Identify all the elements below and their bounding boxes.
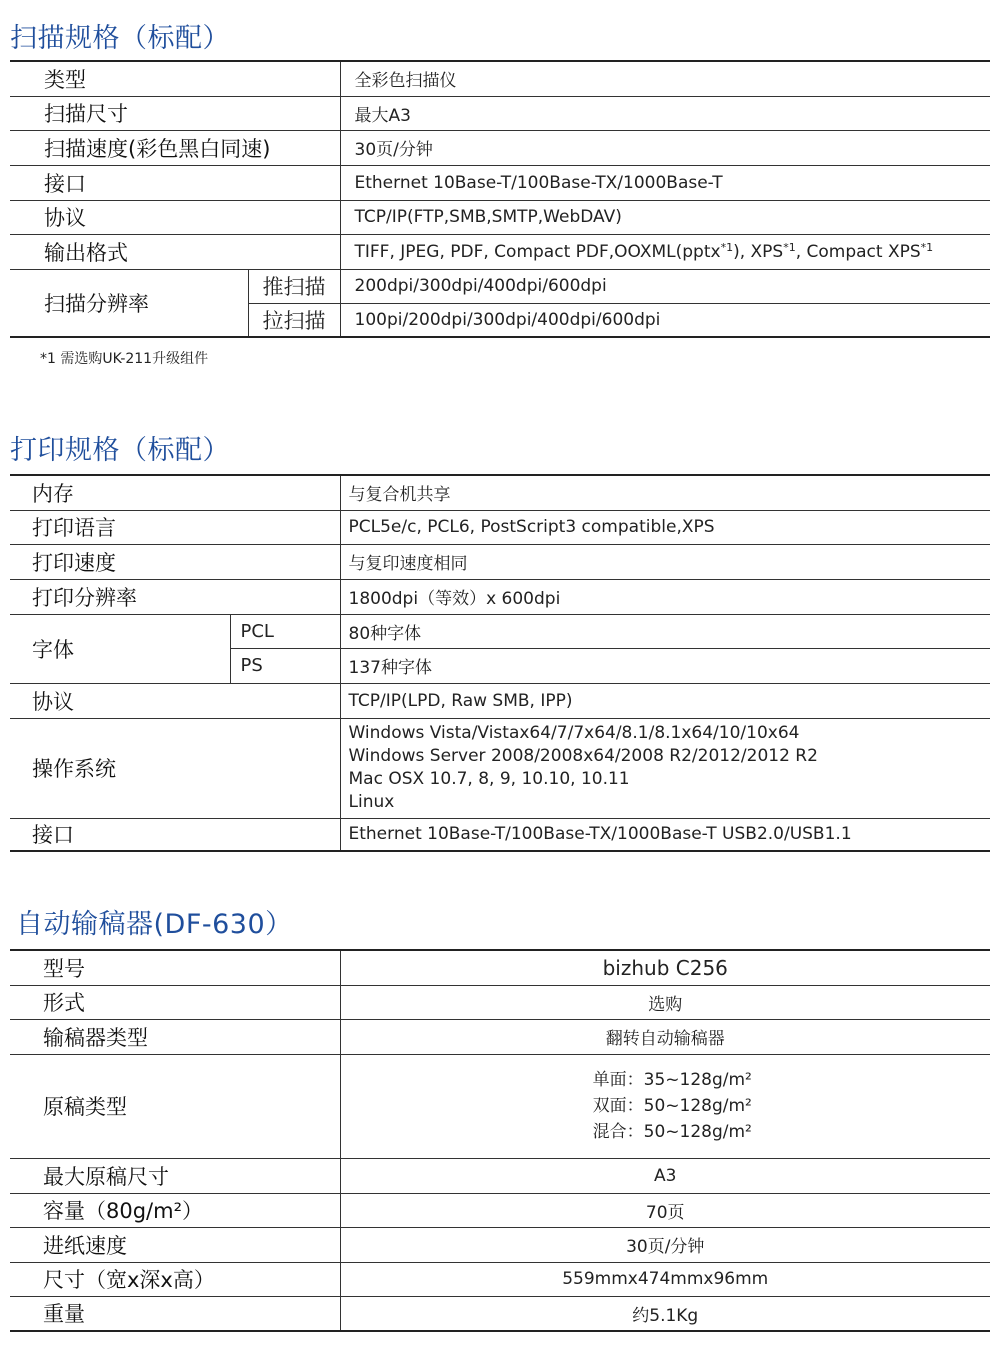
spec-label: 操作系统 (10, 718, 340, 818)
print-spec-table (10, 474, 990, 852)
spec-label: 字体 (10, 614, 230, 683)
pull-scan-value: 100pi/200dpi/300dpi/400dpi/600dpi (340, 303, 990, 337)
footnote-mark: *1 (920, 241, 934, 254)
output-format-value (340, 234, 990, 269)
spec-label: 类型 (10, 61, 340, 96)
table-row (10, 950, 990, 985)
spec-value: 全彩色扫描仪 (340, 61, 990, 96)
pull-scan-label: 拉扫描 (248, 303, 340, 337)
spec-label: 进纸速度 (10, 1227, 340, 1262)
table-row (10, 269, 990, 303)
footnote-mark: *1 (720, 241, 734, 254)
table-row (10, 234, 990, 269)
table-row (10, 1193, 990, 1227)
pcl-label: PCL (230, 614, 340, 648)
spec-label: 打印分辨率 (10, 579, 340, 614)
spec-value: TCP/IP(LPD, Raw SMB, IPP) (340, 683, 990, 718)
table-row (10, 1054, 990, 1158)
scan-footnote: *1 需选购UK-211升级组件 (40, 351, 209, 367)
table-row (10, 510, 990, 544)
os-value (340, 718, 990, 818)
spec-label: 尺寸（宽x深x高） (10, 1262, 340, 1296)
table-row (10, 579, 990, 614)
pcl-value: 80种字体 (340, 614, 990, 648)
original-type-value (340, 1054, 990, 1158)
spec-label: 扫描速度(彩色黑白同速) (10, 130, 340, 165)
table-row (10, 1227, 990, 1262)
push-scan-label: 推扫描 (248, 269, 340, 303)
spec-label: 最大原稿尺寸 (10, 1158, 340, 1193)
push-scan-value: 200dpi/300dpi/400dpi/600dpi (340, 269, 990, 303)
spec-label: 协议 (10, 683, 340, 718)
spec-value: A3 (340, 1158, 990, 1193)
footnote-mark: *1 (783, 241, 796, 254)
table-row (10, 61, 990, 96)
table-row (10, 683, 990, 718)
spec-value: 559mmx474mmx96mm (340, 1262, 990, 1296)
df-section-title: 自动输稿器(DF-630） (16, 909, 293, 940)
spec-label: 打印速度 (10, 544, 340, 579)
output-format-text: TIFF, JPEG, PDF, Compact PDF,OOXML(pptx (354, 242, 721, 262)
os-line: Windows Vista/Vistax64/7/7x64/8.1/8.1x64/10/10x64 (348, 723, 800, 743)
spec-value: 选购 (340, 985, 990, 1019)
spec-label: 协议 (10, 200, 340, 234)
spec-label: 原稿类型 (10, 1054, 340, 1158)
spec-value: 1800dpi（等效）x 600dpi (340, 579, 990, 614)
spec-label: 接口 (10, 818, 340, 851)
spec-value: 与复印速度相同 (340, 544, 990, 579)
original-type-line: 混合：50~128g/m² (592, 1122, 752, 1142)
output-format-text: ), XPS (733, 242, 784, 262)
scan-spec-table (10, 60, 990, 338)
spec-label: 形式 (10, 985, 340, 1019)
original-type-line: 双面：50~128g/m² (592, 1096, 752, 1116)
spec-value: 翻转自动输稿器 (340, 1019, 990, 1054)
os-line: Mac OSX 10.7, 8, 9, 10.10, 10.11 (348, 769, 630, 789)
table-row (10, 1262, 990, 1296)
spec-value: 30页/分钟 (340, 1227, 990, 1262)
ps-label: PS (230, 648, 340, 683)
table-row (10, 544, 990, 579)
table-row (10, 985, 990, 1019)
table-row (10, 1019, 990, 1054)
table-row (10, 475, 990, 510)
table-row (10, 614, 990, 648)
os-line: Linux (348, 792, 395, 812)
table-row (10, 200, 990, 234)
spec-label: 打印语言 (10, 510, 340, 544)
df-spec-table (10, 949, 990, 1332)
spec-label: 型号 (10, 950, 340, 985)
spec-label: 接口 (10, 165, 340, 200)
print-section-title: 打印规格（标配） (10, 435, 230, 466)
scan-section-title: 扫描规格（标配） (10, 23, 230, 54)
ps-value: 137种字体 (340, 648, 990, 683)
spec-value: 70页 (340, 1193, 990, 1227)
spec-value: 与复合机共享 (340, 475, 990, 510)
spec-value: Ethernet 10Base-T/100Base-TX/1000Base-T (340, 165, 990, 200)
original-type-line: 单面：35~128g/m² (592, 1070, 752, 1090)
spec-value: bizhub C256 (340, 950, 990, 985)
spec-label: 内存 (10, 475, 340, 510)
table-row (10, 718, 990, 818)
spec-value: 30页/分钟 (340, 130, 990, 165)
table-row (10, 96, 990, 130)
spec-label: 输稿器类型 (10, 1019, 340, 1054)
spec-value: 约5.1Kg (340, 1296, 990, 1331)
spec-label: 扫描分辨率 (10, 269, 248, 337)
table-row (10, 1158, 990, 1193)
spec-value: 最大A3 (340, 96, 990, 130)
output-format-text: , Compact XPS (795, 242, 921, 262)
spec-label: 输出格式 (10, 234, 340, 269)
spec-label: 扫描尺寸 (10, 96, 340, 130)
spec-value: Ethernet 10Base-T/100Base-TX/1000Base-T USB2.0/USB1.1 (340, 818, 990, 851)
table-row (10, 165, 990, 200)
table-row (10, 130, 990, 165)
table-row (10, 818, 990, 851)
os-line: Windows Server 2008/2008x64/2008 R2/2012/2012 R2 (348, 746, 818, 766)
table-row (10, 1296, 990, 1331)
spec-value: TCP/IP(FTP,SMB,SMTP,WebDAV) (340, 200, 990, 234)
spec-label: 容量（80g/m²） (10, 1193, 340, 1227)
spec-value: PCL5e/c, PCL6, PostScript3 compatible,XPS (340, 510, 990, 544)
spec-label: 重量 (10, 1296, 340, 1331)
